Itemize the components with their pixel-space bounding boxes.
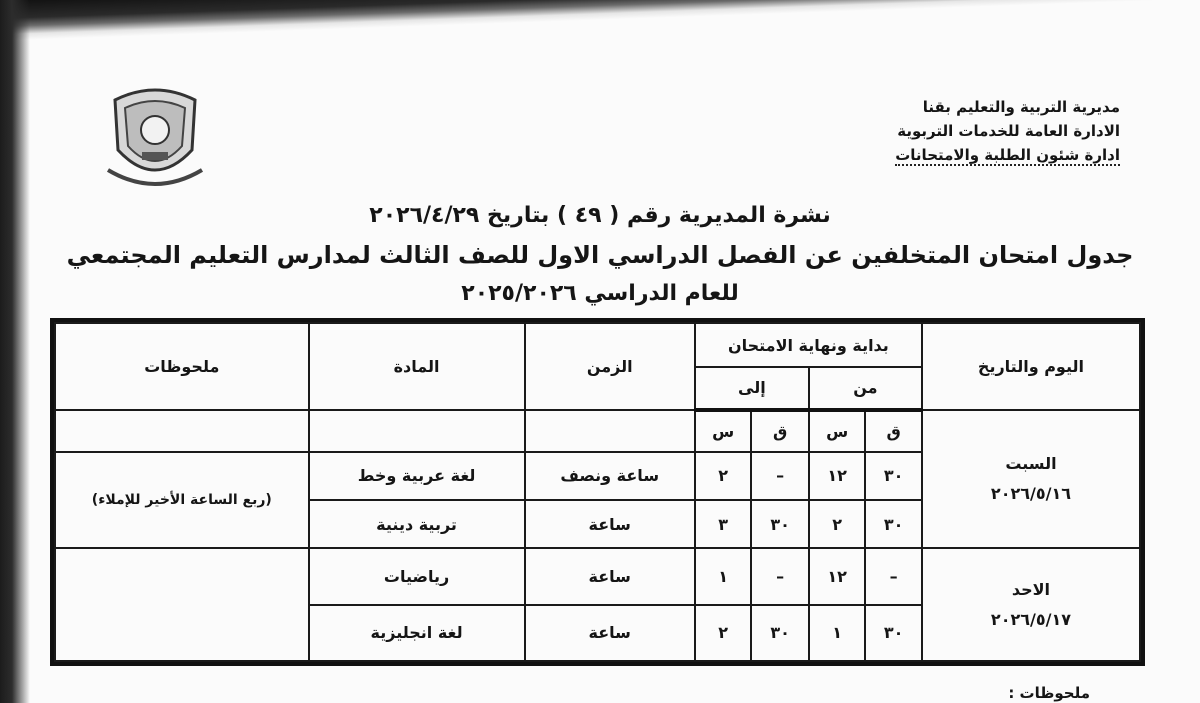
subject-cell: رياضيات — [309, 548, 525, 604]
main-title: جدول امتحان المتخلفين عن الفصل الدراسي الاول للصف الثالث لمدارس التعليم المجتمعي — [66, 241, 1134, 269]
day-cell-sunday — [922, 548, 1140, 661]
day-cell-saturday — [922, 410, 1140, 549]
bulletin-number: ٤٩ — [574, 203, 602, 228]
bulletin-date: ٢٠٢٦/٤/٢٩ — [369, 203, 480, 228]
unit-hour: س — [695, 410, 752, 452]
header-line-2: الادارة العامة للخدمات التربوية — [897, 122, 1120, 140]
academic-year: للعام الدراسي ٢٠٢٥/٢٠٢٦ — [461, 281, 739, 306]
duration-cell: ساعة — [525, 500, 695, 548]
unit-minute: ق — [865, 410, 922, 452]
header-to: إلى — [695, 367, 809, 409]
header-duration: الزمن — [525, 323, 695, 410]
table-row: ٣٠ ١٢ – ٢ ساعة ونصف لغة عربية وخط (ربع الساعة الأخير للإملاء) — [55, 452, 1140, 500]
subject-cell: لغة انجليزية — [309, 605, 525, 661]
day-date: ٢٠٢٦/٥/١٧ — [990, 609, 1071, 629]
scan-shadow — [0, 0, 1200, 60]
header-notes: ملحوظات — [55, 323, 309, 410]
day-name: الاحد — [1011, 579, 1051, 599]
schedule-grid — [54, 322, 1141, 662]
table-row: الاحد ٢٠٢٦/٥/١٧ – ١٢ – ١ ساعة رياضيات — [55, 548, 1140, 604]
directorate-logo — [100, 80, 210, 195]
header-subject: المادة — [309, 323, 525, 410]
duration-cell: ساعة ونصف — [525, 452, 695, 500]
day-date: ٢٠٢٦/٥/١٦ — [990, 483, 1071, 503]
table-row: ٣٠ ٢ ٣٠ ٣ ساعة تربية دينية — [55, 500, 1140, 548]
header-line-1: مديرية التربية والتعليم بقنا — [922, 98, 1120, 116]
subject-cell: لغة عربية وخط — [309, 452, 525, 500]
header-start-end: بداية ونهاية الامتحان — [695, 323, 922, 367]
header-line-3: ادارة شئون الطلبة والامتحانات — [895, 146, 1120, 164]
header-from: من — [809, 367, 922, 409]
remarks-label: ملحوظات : — [1008, 684, 1090, 702]
exam-schedule-table — [50, 318, 1145, 666]
directorate-header — [895, 95, 1120, 167]
unit-minute: ق — [751, 410, 808, 452]
note-cell: (ربع الساعة الأخير للإملاء) — [55, 452, 309, 549]
subject-cell: تربية دينية — [309, 500, 525, 548]
table-row: ٣٠ ١ ٣٠ ٢ ساعة لغة انجليزية — [55, 605, 1140, 661]
day-name: السبت — [1005, 453, 1057, 473]
bulletin-line: نشرة المديرية رقم ( ٤٩ ) بتاريخ ٢٠٢٦/٤/٢٩ — [369, 203, 831, 228]
unit-hour: س — [809, 410, 866, 452]
note-cell — [55, 548, 309, 661]
duration-cell: ساعة — [525, 605, 695, 661]
duration-cell: ساعة — [525, 548, 695, 604]
header-day-date: اليوم والتاريخ — [922, 323, 1140, 410]
document-titles — [0, 198, 1200, 312]
scan-edge — [0, 0, 30, 703]
